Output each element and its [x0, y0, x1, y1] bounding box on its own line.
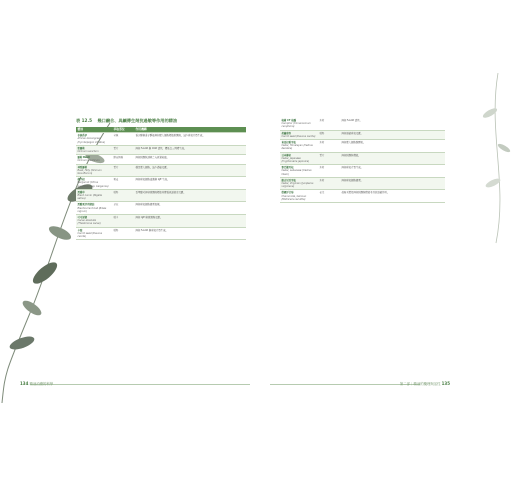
- oil-name-cell: [76, 145, 112, 154]
- oil-name-sci: Cedar, Lebanese (Cedrus libani): [281, 169, 312, 176]
- part-cell: 種子: [112, 215, 134, 228]
- table-row: [76, 202, 246, 215]
- mechanism-cell: 抑制 IgE 與組織胺反應。: [134, 215, 246, 228]
- table-number: 表 12.5: [76, 118, 92, 123]
- mechanism-cell: 抑制肥大細胞脫顆粒。: [340, 140, 445, 153]
- oil-name-cell: [76, 202, 112, 215]
- mechanism-cell: 抑制 5-LOX 與 COX 活性，降低白三烯素生成。: [134, 145, 246, 154]
- page-number: 135: [441, 381, 450, 386]
- table-row: [280, 190, 445, 203]
- oil-name-sci: Black cumin (Nigella sativa): [77, 194, 102, 201]
- oil-name-zh: 神聖羅勒: [77, 165, 88, 169]
- oil-name-zh: 德國洋甘菊: [281, 191, 294, 195]
- table-row: [76, 133, 246, 146]
- oil-name-cell: [76, 177, 112, 190]
- mechanism-cell: 百里醌可抑制組織胺釋放並降低氣道過度反應。: [134, 189, 246, 202]
- oil-name-cell: [280, 118, 318, 130]
- oil-name-zh: 胡蘿蔔籽: [281, 131, 292, 135]
- oil-name-zh: 黑醋栗芽苞精油: [77, 203, 95, 207]
- oil-name-sci: Cedar, Virginian (Juniperus virginiana): [281, 182, 314, 189]
- oil-name-zh: 羅勒 Basil: [77, 156, 90, 160]
- mechanism-cell: 抑制發炎細胞激素表現。: [134, 202, 246, 215]
- part-cell: 葉片: [112, 145, 134, 154]
- mechanism-cell: 抑制組織胺釋放。: [340, 152, 445, 165]
- oil-name-cell: [280, 152, 318, 165]
- oil-name-zh: 聖羅勒: [77, 146, 85, 150]
- mechanism-cell: 抑制 5-LOX 活性。: [340, 118, 445, 130]
- oil-name-cell: [76, 164, 112, 177]
- oil-name-zh: 維吉尼亞雪松: [281, 178, 296, 182]
- table-row: [76, 189, 246, 202]
- table-row: [280, 130, 445, 139]
- table-row: [280, 152, 445, 165]
- mechanism-cell: 穩定肥大細胞，減少過敏反應。: [134, 164, 246, 177]
- oil-name-sci: Bergamot (Citrus aurantium ssp. bergamia): [77, 181, 109, 188]
- oil-name-cell: [76, 227, 112, 240]
- part-cell: 果皮: [112, 177, 134, 190]
- table-row: [280, 118, 445, 130]
- oil-name-zh: 日本柳杉: [281, 153, 292, 157]
- footer-rule: [30, 384, 250, 385]
- table-row: [280, 165, 445, 178]
- left-page: [0, 103, 260, 403]
- oil-name-sci: Basil, Holy (Ocimum tenuiflorum): [77, 168, 102, 176]
- part-cell: 芽苞: [112, 202, 134, 215]
- mechanism-cell: 香茅醛與香茅醇能抑制肥大細胞釋放組織胺，減少發炎介質生成。: [134, 133, 246, 146]
- oil-name-sci: Camphor (Cinnamomum camphora): [281, 122, 311, 129]
- left-footer: [20, 381, 53, 386]
- essential-oil-table-left: [76, 127, 246, 240]
- oil-name-sci: African lemongrass (Cymbopogon citratus): [77, 137, 106, 144]
- oil-name-cell: [76, 215, 112, 228]
- part-cell: 木材: [318, 118, 340, 130]
- part-cell: 木材: [318, 177, 340, 190]
- oil-name-zh: 可可原精: [77, 216, 88, 220]
- oil-name-zh: 黎巴嫩雪松: [281, 166, 294, 170]
- part-cell: 開花植株: [112, 155, 134, 164]
- mechanism-cell: 抑制發炎細胞激素。: [340, 177, 445, 190]
- oil-name-zh: 卡瑞: [77, 228, 83, 232]
- header-mechanism: 作用機轉: [134, 127, 246, 133]
- oil-name-cell: [280, 130, 318, 139]
- table-title: 幾口鹼合、具鹹傳生剤抗過敏等作用的精油: [97, 118, 178, 123]
- table-caption: [76, 118, 177, 124]
- botanical-sprig-decoration: [438, 73, 520, 403]
- essential-oil-table-right: [280, 118, 445, 203]
- oil-name-zh: 佛手柑: [77, 178, 85, 182]
- footer-rule: [270, 384, 420, 385]
- oil-name-sci: Cedar, Himalayan (Cedrus deodara): [281, 144, 313, 151]
- part-cell: 葉片: [112, 164, 134, 177]
- mechanism-cell: 抑制組織胺誘發之支氣管收縮。: [134, 155, 246, 164]
- oil-name-cell: [76, 155, 112, 164]
- running-title: 第二部｜精油的藥理與活性: [399, 382, 441, 386]
- oil-name-zh: 樟樹 CT 樟腦: [281, 119, 297, 122]
- header-part: 萃取部位: [112, 127, 134, 133]
- oil-name-sci: Carrot seed (Daucus carota): [281, 134, 316, 138]
- right-footer: [400, 381, 450, 386]
- part-cell: 葉片: [318, 152, 340, 165]
- table-row: [76, 215, 246, 228]
- oil-name-cell: [76, 189, 112, 202]
- oil-name-sci: Blackcurrant bud (Ribes nigrum): [77, 206, 107, 213]
- oil-name-sci: Ocimum sanctum: [77, 150, 99, 154]
- header-oil: 精油: [76, 127, 112, 133]
- oil-name-zh: 黑種草: [77, 190, 85, 194]
- table-row: [76, 145, 246, 154]
- table-row: [76, 155, 246, 164]
- mechanism-cell: 抑制發炎細胞浸潤與 IgE 生成。: [134, 177, 246, 190]
- oil-name-zh: 非洲香茅: [77, 134, 88, 138]
- part-cell: 種籽: [112, 227, 134, 240]
- part-cell: 種籽: [112, 189, 134, 202]
- part-cell: 木材: [318, 140, 340, 153]
- oil-name-sci: Cedar, Japanese (Cryptomeria japonica): [281, 156, 310, 164]
- part-cell: 全株: [112, 133, 134, 146]
- part-cell: 花朵: [318, 190, 340, 203]
- right-page: [260, 103, 520, 403]
- part-cell: 種籽: [318, 130, 340, 139]
- mechanism-cell: 抑制 5-LOX 與發炎介質生成。: [134, 227, 246, 240]
- mechanism-cell: 抑制發炎介質生成。: [340, 165, 445, 178]
- table-row: [76, 164, 246, 177]
- oil-name-cell: [280, 140, 318, 153]
- oil-name-zh: 喜馬拉雅雪松: [281, 141, 296, 145]
- oil-name-sci: Ocimum basilicum: [77, 159, 100, 163]
- table-row: [76, 227, 246, 240]
- oil-name-cell: [76, 133, 112, 146]
- oil-name-sci: Chamomile, German (Matricaria recutita): [281, 194, 307, 201]
- table-row: [76, 177, 246, 190]
- oil-name-cell: [280, 177, 318, 190]
- table-row: [280, 177, 445, 190]
- mechanism-cell: 抑制過敏發炎反應。: [340, 130, 445, 139]
- part-cell: 木材: [318, 165, 340, 178]
- oil-name-sci: Carrot seed (Daucus carota): [77, 231, 103, 239]
- oil-name-sci: Cacao absolute (Theobroma cacao): [77, 219, 101, 226]
- oil-name-cell: [280, 190, 318, 203]
- oil-name-cell: [280, 165, 318, 178]
- running-title: 精油治療的科學: [29, 382, 54, 386]
- mechanism-cell: 母菊天藍烴抑制組織胺釋放並具抗過敏作用。: [340, 190, 445, 203]
- page-number: 134: [20, 381, 29, 386]
- table-row: [280, 140, 445, 153]
